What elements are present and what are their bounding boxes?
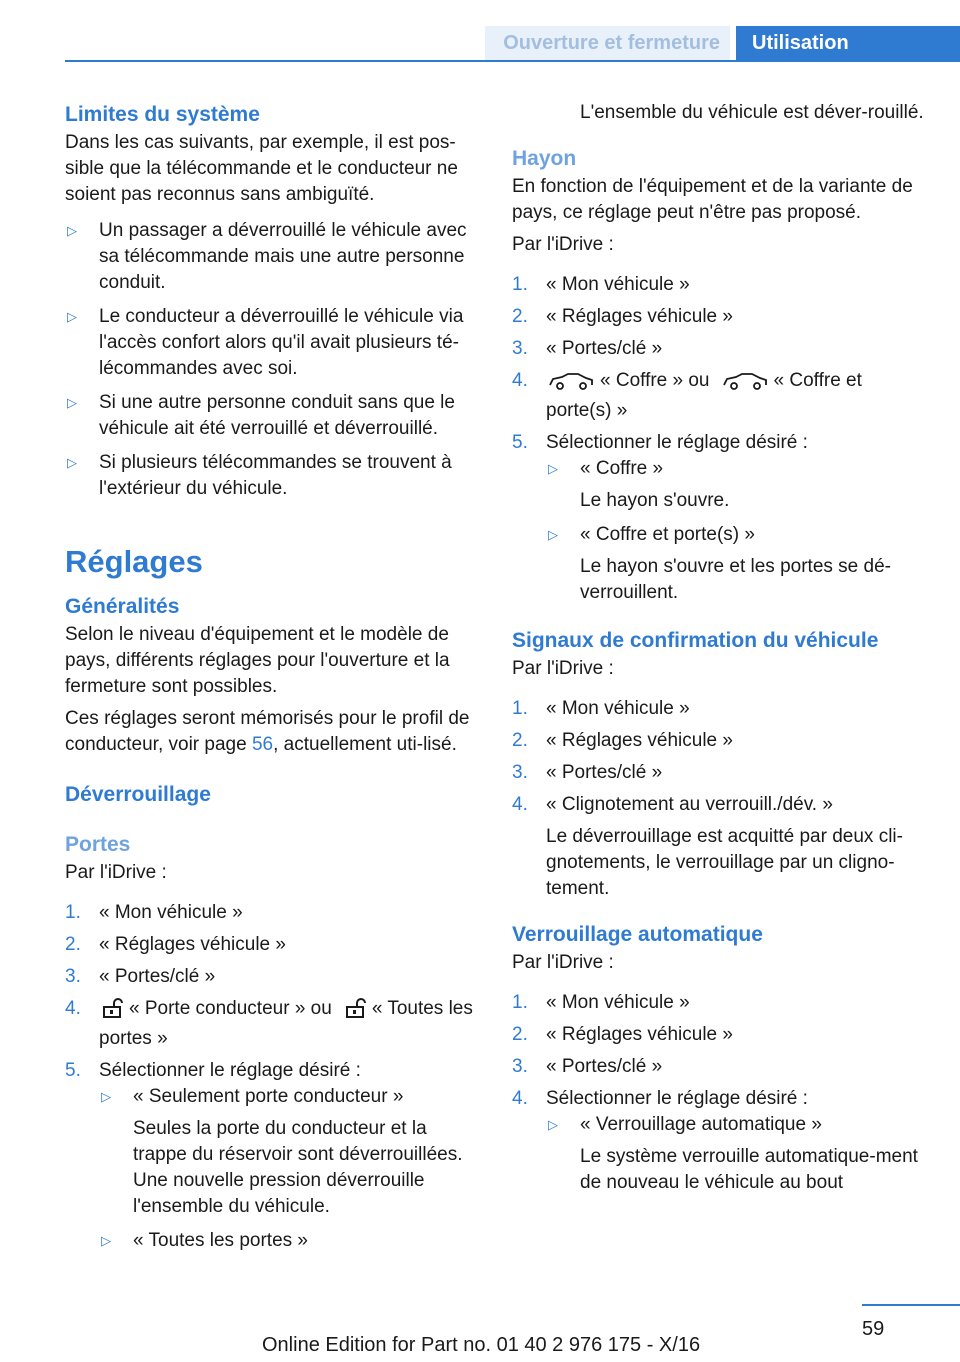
option-description: Seules la porte du conducteur et la trappe du réservoir sont déverrouillées. Une nouvelle pression déverrouille l'ensemble du véhicule. — [133, 1118, 463, 1217]
step-text: « Portes/clé » — [546, 338, 663, 359]
generalites-paragraph-2: Ces réglages seront mémorisés pour le profil de conducteur, voir page 56, actuellement uti-lisé. — [65, 708, 470, 755]
step-item — [65, 932, 480, 958]
step-item — [65, 900, 480, 926]
step-text: « Portes/clé » — [546, 762, 663, 783]
triangle-bullet-icon: ▷ — [548, 1117, 558, 1132]
step-item — [512, 728, 924, 754]
step-text: « Portes/clé » — [546, 1056, 663, 1077]
step-text: « Mon véhicule » — [546, 698, 690, 719]
limits-intro: Dans les cas suivants, par exemple, il est pos-sible que la télécommande et le conducteur ne soient pas reconnus sans ambiguïté. — [65, 132, 458, 205]
step-text: « Coffre » ou — [600, 370, 710, 391]
limits-list — [65, 218, 480, 502]
step-item — [512, 430, 924, 606]
triangle-bullet-icon: ▷ — [67, 223, 77, 238]
step-number: 4. — [512, 794, 528, 815]
step-text: « Réglages véhicule » — [546, 730, 733, 751]
step-item — [512, 760, 924, 786]
option-label: « Coffre et porte(s) » — [580, 524, 755, 545]
step-number: 2. — [512, 306, 528, 327]
option-label: « Seulement porte conducteur » — [133, 1086, 404, 1107]
option-item — [99, 1228, 480, 1254]
auto-lock-steps — [512, 990, 924, 1196]
step-number: 5. — [512, 432, 528, 453]
step-item — [512, 336, 924, 362]
auto-lock-options — [546, 1112, 924, 1196]
header-rule — [65, 60, 960, 62]
hayon-steps — [512, 272, 924, 606]
header-chapter-tab: Utilisation — [736, 26, 960, 62]
option-description: Le système verrouille automatique-ment de nouveau le véhicule au bout — [580, 1146, 918, 1193]
generalites-paragraph-1: Selon le niveau d'équipement et le modèle de pays, différents réglages pour l'ouverture et la fermeture sont possibles. — [65, 624, 450, 697]
step-text: Sélectionner le réglage désiré : — [99, 1060, 361, 1081]
portes-intro: Par l'iDrive : — [65, 862, 167, 883]
list-item-text: Le conducteur a déverrouillé le véhicule via l'accès confort alors qu'il avait plusieurs té-lécommandes avec soi. — [99, 306, 464, 379]
step-text: « Réglages véhicule » — [99, 934, 286, 955]
step-number: 4. — [512, 370, 528, 391]
reglages-heading: Réglages — [65, 544, 203, 579]
step-number: 1. — [512, 698, 528, 719]
step-number: 4. — [65, 998, 81, 1019]
step-description: Le déverrouillage est acquitté par deux cli-gnotements, le verrouillage par un cligno-tement. — [546, 826, 903, 899]
step-text: « Clignotement au verrouill./dév. » — [546, 794, 833, 815]
triangle-bullet-icon: ▷ — [101, 1233, 111, 1248]
list-item-text: Si plusieurs télécommandes se trouvent à l'extérieur du véhicule. — [99, 452, 452, 499]
list-item-text: Si une autre personne conduit sans que le véhicule ait été verrouillé et déverrouillé. — [99, 392, 455, 439]
signaux-heading: Signaux de confirmation du véhicule — [512, 629, 879, 652]
continued-description: L'ensemble du véhicule est déver-rouillé. — [580, 102, 924, 123]
option-label: « Toutes les portes » — [133, 1230, 308, 1251]
step-item — [512, 272, 924, 298]
step-text: « Mon véhicule » — [546, 992, 690, 1013]
portes-steps — [65, 900, 480, 1254]
step-item — [65, 1058, 480, 1254]
option-item — [99, 1084, 480, 1220]
step-text: « Toutes les portes » — [99, 998, 473, 1049]
footer-rule — [862, 1304, 960, 1306]
step-item — [512, 1054, 924, 1080]
step-text: « Porte conducteur » ou — [129, 998, 332, 1019]
step-number: 3. — [512, 338, 528, 359]
step-number: 3. — [512, 762, 528, 783]
option-label: « Coffre » — [580, 458, 664, 479]
step-item — [512, 1086, 924, 1196]
hayon-heading: Hayon — [512, 147, 577, 170]
right-column — [512, 100, 924, 1202]
step-item — [512, 304, 924, 330]
car-trunk-doors-icon — [722, 372, 768, 398]
unlock-door-icon — [101, 998, 123, 1026]
header-section-tab: Ouverture et fermeture — [485, 26, 730, 60]
generalites-heading: Généralités — [65, 595, 180, 618]
option-item — [546, 1112, 924, 1196]
list-item-text: Un passager a déverrouillé le véhicule avec sa télécommande mais une autre personne conduit. — [99, 220, 467, 293]
portes-heading: Portes — [65, 833, 131, 856]
list-item — [65, 218, 480, 296]
option-item — [546, 522, 924, 606]
signaux-intro: Par l'iDrive : — [512, 658, 614, 679]
step-text: « Portes/clé » — [99, 966, 216, 987]
page-number: 59 — [862, 1318, 885, 1340]
hayon-intro: Par l'iDrive : — [512, 234, 614, 255]
step-text: Sélectionner le réglage désiré : — [546, 432, 808, 453]
step-number: 1. — [512, 274, 528, 295]
step-number: 5. — [65, 1060, 81, 1081]
step-number: 2. — [512, 1024, 528, 1045]
step-number: 3. — [65, 966, 81, 987]
signaux-steps — [512, 696, 924, 902]
limits-heading: Limites du système — [65, 103, 260, 126]
step-item — [512, 1022, 924, 1048]
triangle-bullet-icon: ▷ — [67, 309, 77, 324]
unlock-all-doors-icon — [344, 998, 366, 1026]
step-number: 2. — [65, 934, 81, 955]
triangle-bullet-icon: ▷ — [101, 1089, 111, 1104]
option-label: « Verrouillage automatique » — [580, 1114, 822, 1135]
left-column — [65, 100, 480, 1260]
step-number: 3. — [512, 1056, 528, 1077]
portes-options — [99, 1084, 480, 1254]
page-link[interactable]: 56 — [251, 734, 274, 755]
step-item — [65, 996, 480, 1052]
edition-footer: Online Edition for Part no. 01 40 2 976 175 - X/16 — [262, 1334, 701, 1356]
deverrouillage-heading: Déverrouillage — [65, 783, 211, 806]
triangle-bullet-icon: ▷ — [67, 395, 77, 410]
hayon-options — [546, 456, 924, 606]
option-item — [546, 456, 924, 514]
auto-lock-heading: Verrouillage automatique — [512, 923, 763, 946]
auto-lock-intro: Par l'iDrive : — [512, 952, 614, 973]
triangle-bullet-icon: ▷ — [548, 527, 558, 542]
triangle-bullet-icon: ▷ — [548, 461, 558, 476]
car-trunk-icon — [548, 372, 594, 398]
hayon-paragraph: En fonction de l'équipement et de la variante de pays, ce réglage peut n'être pas proposé. — [512, 176, 913, 223]
step-text: « Coffre et porte(s) » — [546, 370, 862, 421]
step-text: « Mon véhicule » — [99, 902, 243, 923]
step-number: 1. — [512, 992, 528, 1013]
step-text: « Mon véhicule » — [546, 274, 690, 295]
option-description: Le hayon s'ouvre et les portes se dé-verrouillent. — [580, 556, 891, 603]
step-item — [512, 368, 924, 424]
step-item — [512, 792, 924, 902]
list-item — [65, 304, 480, 382]
step-item — [512, 696, 924, 722]
step-text: « Réglages véhicule » — [546, 306, 733, 327]
step-item — [512, 990, 924, 1016]
step-number: 2. — [512, 730, 528, 751]
step-number: 4. — [512, 1088, 528, 1109]
step-number: 1. — [65, 902, 81, 923]
step-text: Sélectionner le réglage désiré : — [546, 1088, 808, 1109]
step-item — [65, 964, 480, 990]
option-description: Le hayon s'ouvre. — [580, 490, 730, 511]
triangle-bullet-icon: ▷ — [67, 455, 77, 470]
list-item — [65, 390, 480, 442]
step-text: « Réglages véhicule » — [546, 1024, 733, 1045]
list-item — [65, 450, 480, 502]
